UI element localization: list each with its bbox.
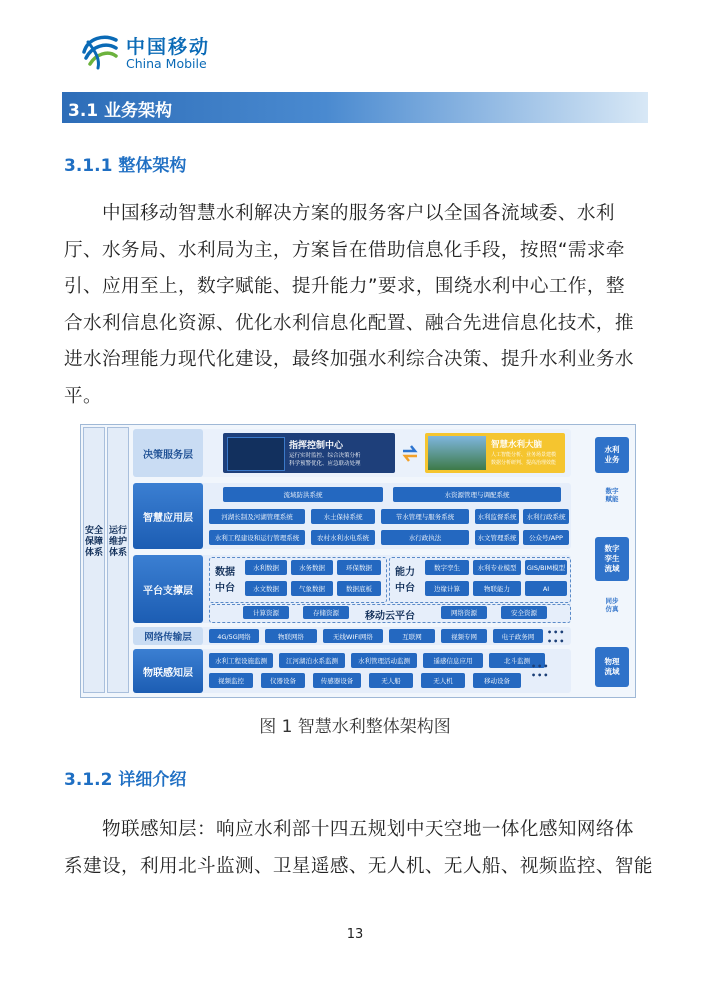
operation-system-label: 运行维护体系 bbox=[108, 526, 127, 558]
iot-box: 水利工程设施监测 bbox=[209, 653, 273, 668]
paragraph-detail bbox=[64, 812, 653, 885]
iot-box: 江河湖泊水系监测 bbox=[279, 653, 345, 668]
subsection-title-detail: 3.1.2 详细介绍 bbox=[64, 770, 187, 790]
data-center-label-2: 中台 bbox=[215, 583, 235, 594]
water-business-box: 水利 业务 bbox=[595, 437, 629, 473]
app-box: 水利工程建设和运行管理系统 bbox=[209, 530, 305, 545]
network-box: 电子政务网 bbox=[493, 629, 543, 643]
paragraph-line: 进水治理能力现代化建设，最终加强水利综合决策、提升水利业务水 bbox=[64, 349, 634, 371]
paragraph-line: 平。 bbox=[64, 385, 102, 407]
china-mobile-logo bbox=[78, 28, 278, 78]
logo-chinese-text: 中国移动 bbox=[126, 36, 211, 58]
app-box: 节水管理与服务系统 bbox=[381, 509, 469, 524]
paragraph-line: 系建设，利用北斗监测、卫星遥感、无人机、无人船、视频监控、智能 bbox=[64, 855, 653, 877]
iot-box: 移动设备 bbox=[473, 673, 521, 688]
paragraph-overall bbox=[64, 196, 646, 416]
decision-layer-label: 决策服务层 bbox=[133, 429, 203, 477]
data-center-box: 水文数据 bbox=[245, 581, 287, 596]
iot-box: 仪器设备 bbox=[261, 673, 305, 688]
paragraph-line: 引、应用至上，数字赋能、提升能力”要求，围绕水利中心工作，整 bbox=[64, 276, 625, 298]
iot-layer-label: 物联感知层 bbox=[133, 649, 203, 693]
iot-box: 视频监控 bbox=[209, 673, 253, 688]
app-box: 水资源管理与调配系统 bbox=[393, 487, 561, 502]
security-system-column bbox=[83, 427, 105, 693]
digital-twin-basin-box: 数字 孪生 流域 bbox=[595, 537, 629, 581]
app-box: 水利行政系统 bbox=[523, 509, 569, 524]
iot-layer bbox=[133, 649, 571, 693]
network-layer-label: 网络传输层 bbox=[133, 627, 203, 645]
platform-layer bbox=[133, 555, 571, 623]
dashboard-thumbnail bbox=[227, 437, 285, 471]
platform-layer-label: 平台支撑层 bbox=[133, 555, 203, 623]
digital-empower-label: 数字 赋能 bbox=[605, 487, 619, 503]
network-box: 4G/5G网络 bbox=[209, 629, 259, 643]
app-box: 水利监督系统 bbox=[475, 509, 519, 524]
logo-english-text: China Mobile bbox=[126, 56, 207, 71]
iot-more-dots: ••• ••• bbox=[531, 662, 550, 680]
city-thumbnail bbox=[428, 436, 486, 470]
app-box: 水文管理系统 bbox=[475, 530, 519, 545]
cloud-resource-box: 存储资源 bbox=[303, 606, 349, 619]
operation-system-column bbox=[107, 427, 129, 693]
physical-basin-box: 物理 流域 bbox=[595, 647, 629, 687]
paragraph-line: 中国移动智慧水利解决方案的服务客户以全国各流域委、水利 bbox=[64, 203, 615, 224]
smart-app-layer-label: 智慧应用层 bbox=[133, 483, 203, 549]
paragraph-line: 厅、水务局、水利局为主，方案旨在借助信息化手段，按照“需求牵 bbox=[64, 239, 625, 261]
decision-layer bbox=[133, 429, 571, 477]
sync-arrows-icon bbox=[401, 443, 419, 463]
smart-water-brain-box bbox=[425, 433, 565, 473]
ability-center-box: 物联能力 bbox=[473, 581, 521, 596]
data-center-box: 气象数据 bbox=[291, 581, 333, 596]
iot-box: 传感器设备 bbox=[313, 673, 361, 688]
iot-box: 无人船 bbox=[369, 673, 413, 688]
network-box: 物联网络 bbox=[265, 629, 317, 643]
paragraph-line: 合水利信息化资源、优化水利信息化配置、融合先进信息化技术，推 bbox=[64, 312, 634, 334]
mobile-cloud-label: 移动云平台 bbox=[365, 611, 415, 622]
app-box: 水土保持系统 bbox=[311, 509, 375, 524]
network-layer bbox=[133, 627, 571, 645]
command-center-desc: 运行实时监控、综合决策分析 科学预警优化、应急联动处理 bbox=[289, 453, 361, 467]
ability-center-label-1: 能力 bbox=[395, 567, 415, 578]
smart-water-brain-desc: 人工智能分析、业务场景建模 数据分析研判、提高治理效能 bbox=[491, 452, 557, 466]
iot-box: 水利管理活动监测 bbox=[351, 653, 417, 668]
iot-box: 北斗监测 bbox=[489, 653, 545, 668]
smart-app-layer bbox=[133, 483, 571, 549]
app-box: 水行政执法 bbox=[381, 530, 469, 545]
data-center-box: 数据底板 bbox=[337, 581, 381, 596]
app-box: 流域防洪系统 bbox=[223, 487, 383, 502]
section-title: 3.1 业务架构 bbox=[68, 101, 173, 121]
ability-center-box: AI bbox=[525, 581, 567, 596]
figure-caption: 图 1 智慧水利整体架构图 bbox=[259, 717, 451, 737]
ability-center-label-2: 中台 bbox=[395, 583, 415, 594]
subsection-title-overall: 3.1.1 整体架构 bbox=[64, 156, 187, 176]
iot-box: 无人机 bbox=[421, 673, 465, 688]
iot-box: 遥感信息应用 bbox=[423, 653, 483, 668]
section-heading-bar bbox=[62, 92, 648, 123]
china-mobile-logo-icon bbox=[78, 28, 122, 72]
cloud-resource-box: 安全资源 bbox=[501, 606, 547, 619]
security-system-label: 安全保障体系 bbox=[84, 526, 103, 558]
ability-center-box: 边缘计算 bbox=[425, 581, 469, 596]
ability-center-box: 数字孪生 bbox=[425, 560, 469, 575]
data-center-box: 环保数据 bbox=[337, 560, 381, 575]
network-box: 视频专网 bbox=[441, 629, 487, 643]
ability-center-box: 水利专业模型 bbox=[473, 560, 521, 575]
page-number: 13 bbox=[346, 927, 364, 942]
network-box: 互联网 bbox=[389, 629, 435, 643]
cloud-resource-box: 网络资源 bbox=[441, 606, 487, 619]
data-center-label-1: 数据 bbox=[215, 567, 235, 578]
sync-simulation-label: 同步 仿真 bbox=[605, 597, 619, 613]
smart-water-brain-title: 智慧水利大脑 bbox=[491, 440, 543, 450]
architecture-diagram bbox=[80, 424, 636, 698]
data-center-box: 水利数据 bbox=[245, 560, 287, 575]
app-box: 河湖长制及河湖管理系统 bbox=[209, 509, 305, 524]
app-box: 农村水利水电系统 bbox=[311, 530, 375, 545]
network-box: 无线WIFI网络 bbox=[323, 629, 383, 643]
paragraph-line: 物联感知层：响应水利部十四五规划中天空地一体化感知网络体 bbox=[64, 819, 634, 840]
command-center-title: 指挥控制中心 bbox=[289, 441, 344, 451]
app-box: 公众号/APP bbox=[523, 530, 569, 545]
ability-center-box: GIS/BIM模型 bbox=[525, 560, 567, 575]
cloud-resource-box: 计算资源 bbox=[243, 606, 289, 619]
data-center-box: 水务数据 bbox=[291, 560, 333, 575]
network-more-dots: ••• ••• bbox=[547, 628, 566, 646]
command-center-box bbox=[223, 433, 395, 473]
